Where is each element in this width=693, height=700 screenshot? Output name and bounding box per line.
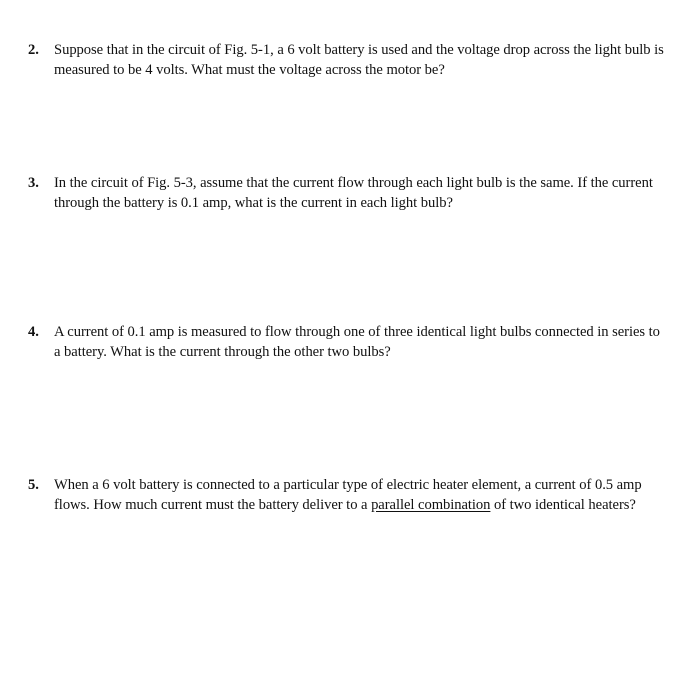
question-text bbox=[54, 475, 668, 515]
question-text: Suppose that in the circuit of Fig. 5-1, a 6 volt battery is used and the voltage drop across the light bulb is measured to be 4 volts. What must the voltage across the motor be? bbox=[54, 42, 664, 78]
question-text: In the circuit of Fig. 5-3, assume that the current flow through each light bulb is the same. If the current through the battery is 0.1 amp, what is the current in each light bulb? bbox=[54, 175, 653, 211]
question-text: A current of 0.1 amp is measured to flow through one of three identical light bulbs connected in series to a battery. What is the current through the other two bulbs? bbox=[54, 324, 660, 360]
question-number: 4. bbox=[28, 324, 39, 340]
underlined-phrase: parallel combination bbox=[371, 497, 491, 513]
question-text-before: When a 6 volt battery is connected to a particular type of electric heater element, a current of 0.5 amp flows. How much current must the battery deliver to a bbox=[54, 477, 642, 513]
question-3 bbox=[28, 173, 668, 213]
question-number: 3. bbox=[28, 175, 39, 191]
question-number: 5. bbox=[28, 477, 39, 493]
question-text-after: of two identical heaters? bbox=[490, 497, 636, 513]
question-number: 2. bbox=[28, 42, 39, 58]
question-5 bbox=[28, 475, 668, 515]
question-4 bbox=[28, 322, 668, 362]
question-2 bbox=[28, 40, 668, 80]
